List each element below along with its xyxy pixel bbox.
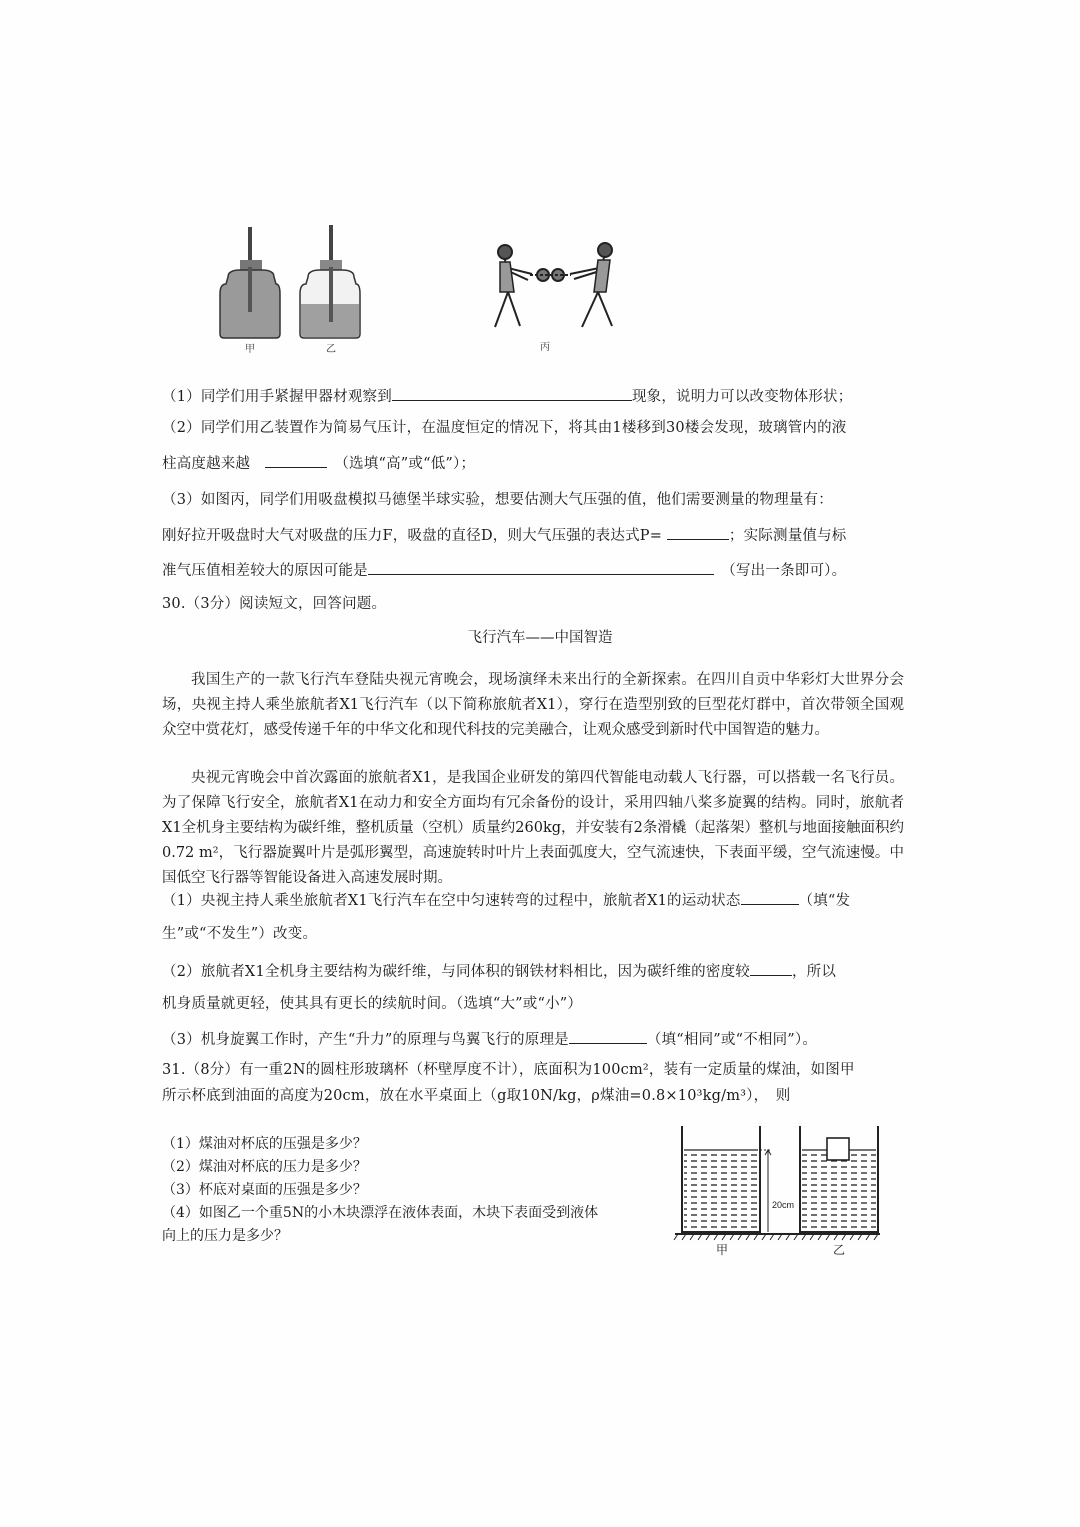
- q29-part1-text-a: （1）同学们用手紧握甲器材观察到: [162, 389, 392, 405]
- q29-part2-text-b: （选填“高”或“低”）；: [341, 456, 476, 472]
- figure-label-bing: 丙: [540, 342, 550, 353]
- q29-part2-text-a: 柱高度越来越: [162, 456, 251, 472]
- q29-part3-text-c: 准气压值相差较大的原因可能是: [162, 563, 368, 579]
- figure-label-yi: 乙: [326, 344, 336, 355]
- q30-sub2-line2: 机身质量就更轻，使其具有更长的续航时间。（选填“大”或“小”）: [162, 996, 583, 1012]
- q29-part3-text-d: （写出一条即可）。: [728, 563, 847, 579]
- q31-sub1: （1）煤油对杯底的压强是多少？: [162, 1136, 367, 1152]
- q30-sub3-text-b: （填“相同”或“不相同”）。: [646, 1032, 818, 1048]
- figure-kerosene-cups: [670, 1122, 886, 1262]
- q30-sub1-text-b: （填“发: [798, 893, 851, 909]
- q29-part3-blank-formula[interactable]: [667, 525, 729, 540]
- q29-part3-line3: [162, 560, 846, 581]
- q29-part1-text-b: 现象，说明力可以改变物体形状；: [631, 389, 853, 405]
- q29-part2-blank[interactable]: [265, 453, 327, 468]
- q30-sub2-blank[interactable]: [750, 961, 792, 976]
- q30-sub2-text-b: ，所以: [791, 964, 837, 980]
- q30-sub1-line2: 生”或“不发生”）改变。: [162, 926, 318, 942]
- q29-part3-blank-reason[interactable]: [368, 560, 714, 575]
- cup-yi-figure: [800, 1126, 878, 1232]
- tug-of-war-figure: [495, 243, 612, 327]
- q31-sub4-line1: （4）如图乙一个重5N的小木块漂浮在液体表面，木块下表面受到液体: [162, 1205, 599, 1221]
- cup-height-label: 20cm: [772, 1200, 795, 1210]
- q31-stem-line2: 所示杯底到油面的高度为20cm，放在水平桌面上（g取10N/kg，ρ煤油=0.8×10³kg/m³）， 则: [162, 1088, 791, 1104]
- q30-sub3-blank[interactable]: [569, 1029, 647, 1044]
- q29-part3-line2: [162, 525, 847, 546]
- q29-part3-text-b: ；实际测量值与标: [728, 528, 847, 544]
- bottle-jia-figure: [220, 227, 280, 338]
- q30-sub1-text-a: （1）央视主持人乘坐旅航者X1飞行汽车在空中匀速转弯的过程中，旅航者X1的运动状态: [162, 893, 741, 909]
- q31-stem-line1: 31.（8分）有一重2N的圆柱形玻璃杯（杯壁厚度不计），底面积为100cm²，装有一定质量的煤油，如图甲: [162, 1062, 855, 1078]
- q30-sub2-line1: [162, 961, 836, 982]
- bottle-yi-figure: [300, 225, 360, 338]
- q30-sub1-blank[interactable]: [741, 890, 799, 905]
- q29-part3-text-a: 刚好拉开吸盘时大气对吸盘的压力F，吸盘的直径D，则大气压强的表达式P=: [162, 528, 663, 544]
- q29-part1: [162, 386, 852, 407]
- q30-sub3: [162, 1029, 817, 1050]
- q30-sub1-line1: [162, 890, 850, 911]
- q31-sub2: （2）煤油对杯底的压力是多少？: [162, 1159, 367, 1175]
- q30-paragraph-2: 央视元宵晚会中首次露面的旅航者X1，是我国企业研发的第四代智能电动载人飞行器，可以搭载一名飞行员。为了保障飞行安全，旅航者X1在动力和安全方面均有冗余备份的设计，采用四轴八桨多旋翼的结构。同时，旅航者X1全机身主要结构为碳纤维，整机质量（空机）质量约260kg，并安装有2条滑橇（起落架）整机与地面接触面积约0.72 m²，飞行器旋翼叶片是弧形翼型，高速旋转时叶片上表面弧度大，空气流速快，下表面平缓，空气流速慢。中国低空飞行器等智能设备进入高速发展时期。: [162, 770, 904, 886]
- cup-label-jia: 甲: [716, 1243, 729, 1257]
- q30-sub2-text-a: （2）旅航者X1全机身主要结构为碳纤维，与同体积的钢铁材料相比，因为碳纤维的密度较: [162, 964, 750, 980]
- q31-sub3: （3）杯底对桌面的压强是多少？: [162, 1182, 367, 1198]
- wooden-block: [827, 1138, 849, 1160]
- q29-part1-blank[interactable]: [392, 386, 632, 401]
- q30-paragraph-1: 我国生产的一款飞行汽车登陆央视元宵晚会，现场演绎未来出行的全新探索。在四川自贡中华彩灯大世界分会场，央视主持人乘坐旅航者X1飞行汽车（以下简称旅航者X1），穿行在造型别致的巨型花灯群中，首次带领全国观众空中赏花灯，感受传递千年的中华文化和现代科技的完美融合，让观众感受到新时代中国智造的魅力。: [162, 672, 904, 738]
- q31-sub4-line2: 向上的压力是多少？: [162, 1228, 288, 1244]
- q30-sub3-text-a: （3）机身旋翼工作时，产生“升力”的原理与鸟翼飞行的原理是: [162, 1032, 569, 1048]
- cup-label-yi: 乙: [833, 1243, 846, 1257]
- q29-part2-line2: [162, 453, 475, 474]
- q29-part3-line1: （3）如图丙，同学们用吸盘模拟马德堡半球实验，想要估测大气压强的值，他们需要测量的物理量有：: [162, 492, 833, 508]
- figure-label-jia: 甲: [245, 344, 255, 355]
- figure-apparatus: [210, 222, 630, 357]
- q29-part2-line1: （2）同学们用乙装置作为简易气压计，在温度恒定的情况下，将其由1楼移到30楼会发现，玻璃管内的液: [162, 420, 847, 436]
- cup-jia-figure: [682, 1126, 771, 1232]
- q30-article-title: 飞行汽车——中国智造: [467, 630, 613, 646]
- q30-header: 30.（3分）阅读短文，回答问题。: [162, 596, 387, 612]
